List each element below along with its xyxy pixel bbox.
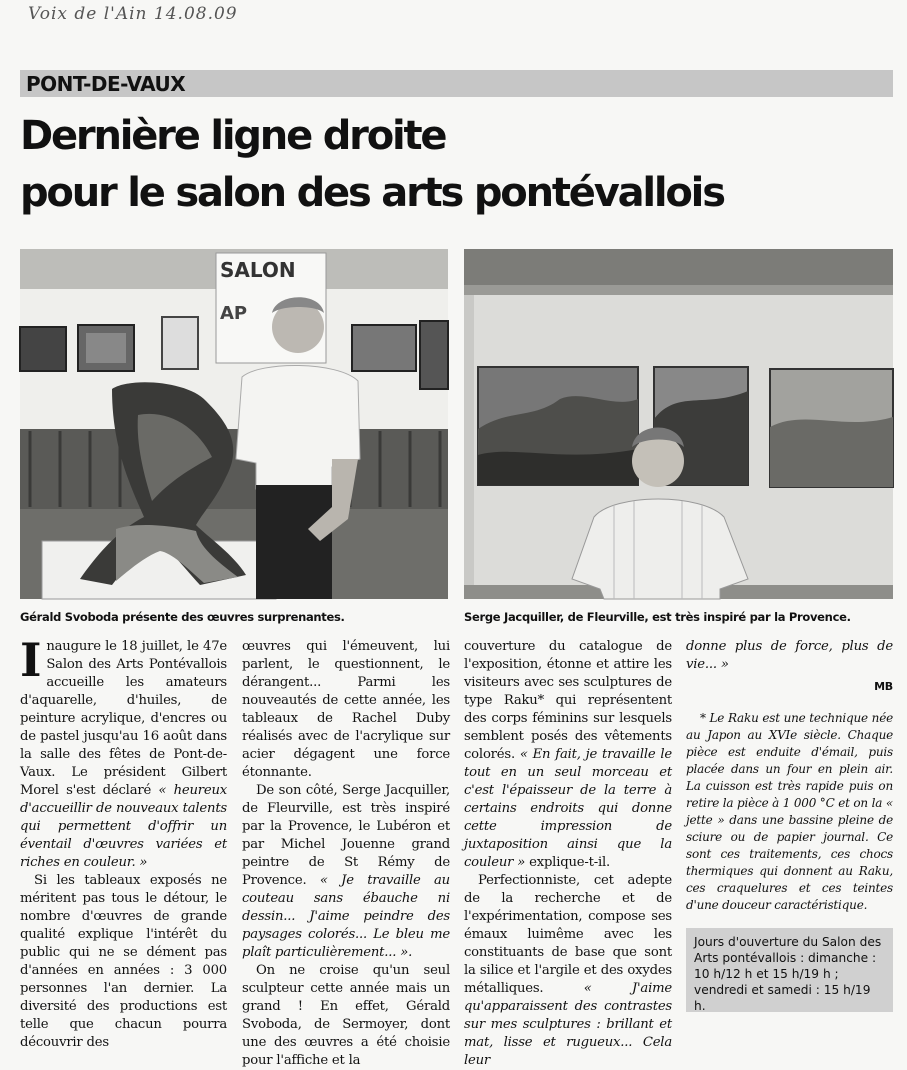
photo-painter-illustration bbox=[464, 249, 893, 599]
handwritten-source-note: Voix de l'Ain 14.08.09 bbox=[28, 4, 238, 24]
article-column-1 bbox=[20, 633, 227, 1052]
article-paragraph bbox=[686, 638, 893, 674]
caption-right: Serge Jacquiller, de Fleurville, est très inspiré par la Provence. bbox=[464, 610, 851, 624]
article-column-4 bbox=[686, 638, 893, 914]
col3-p1-quote: « En fait, je travaille le tout en un seul morceau et c'est l'épaisseur de la terre à certains endroits qui donne cette impression de juxtaposition ainsi que la couleur » bbox=[464, 747, 672, 870]
photo-sculptor-illustration bbox=[20, 249, 448, 599]
opening-hours-text: Jours d'ouverture du Salon des Arts pontévallois : dimanche : 10 h/12 h et 15 h/19 h ; vendredi et samedi : 15 h/19 h. bbox=[694, 935, 882, 1013]
headline-line-1: Dernière ligne droite bbox=[20, 113, 446, 159]
headline bbox=[20, 108, 890, 222]
article-paragraph bbox=[464, 638, 672, 872]
drop-cap: I bbox=[20, 633, 42, 687]
section-kicker: PONT-DE-VAUX bbox=[26, 72, 186, 96]
photo-sculptor bbox=[20, 249, 448, 599]
col2-p1: œuvres qui l'émeuvent, lui parlent, le questionnent, le dérangent... Parmi les nouveautés de cette année, les tableaux de Rachel Duby réalisés avec de l'acrylique sur acier dégagent une force étonnante. bbox=[242, 639, 450, 780]
article-paragraph bbox=[20, 633, 227, 872]
sign-ap-text: AP bbox=[220, 303, 248, 324]
col1-p2: Si les tableaux exposés ne méritent pas tous le détour, le nombre d'œuvres de grande qualité explique l'intérêt du public qui ne se dément pas d'années en années : 3 000 personnes l'an dernier. La diversité des productions est telle que chacun pourra découvrir des bbox=[20, 873, 227, 1050]
sign-salon-text: SALON bbox=[220, 258, 296, 282]
opening-hours-box bbox=[686, 928, 893, 1012]
col1-p1-quote: « heureux d'accueillir de nouveaux talents qui permettent d'offrir un éventail d'œuvres variées et riches en couleur. » bbox=[20, 783, 227, 870]
raku-footnote: * Le Raku est une technique née au Japon au XVIe siècle. Chaque pièce est enduite d'émail, puis placée dans un four en plein air. La cuisson est très rapide puis on retire la pièce à 1 000 °C et on la « jette » dans une bassine pleine de sciure ou de papier journal. Ce sont ces traitements, ces chocs thermiques qui donnent au Raku, ces craquelures et ces teintes d'une douceur caractéristique. bbox=[686, 711, 893, 912]
col3-p1-tail: explique-t-il. bbox=[525, 855, 610, 870]
col2-p3: On ne croise qu'un seul sculpteur cette année mais un grand ! En effet, Gérald Svoboda, de Sermoyer, dont une des œuvres a été choisie pour l'affiche et la bbox=[242, 963, 450, 1068]
col3-p2-quote: « J'aime qu'apparaissent des contrastes sur mes sculptures : brillant et mat, lisse et rugueux... Cela leur bbox=[464, 981, 673, 1068]
col2-p2-quote: « Je travaille au couteau sans ébauche ni dessin... J'aime peindre des paysages colorés... Le bleu me plaît particulièrement... ». bbox=[242, 873, 450, 960]
col3-p2-lead: Perfectionniste, cet adepte de la recherche et de l'expérimentation, compose ses émaux luimême avec les constituants de base que sont la silice et l'argile et des oxydes métalliques. bbox=[464, 873, 672, 996]
article-paragraph bbox=[464, 872, 672, 1070]
photo-painter bbox=[464, 249, 893, 599]
col3-p1: couverture du catalogue de l'exposition, étonne et attire les visiteurs avec ses sculptures de type Raku* qui représentent des corps féminins sur lesquels semblent posés des vêtements colorés. bbox=[464, 639, 672, 762]
headline-line-2: pour le salon des arts pontévallois bbox=[20, 170, 724, 216]
col1-p1-lead: naugure le 18 juillet, le 47e Salon des Arts Pontévallois accueille les amateurs d'aquarelle, d'huiles, de peinture acrylique, d'encres ou de pastel jusqu'au 16 août dans la salle des fêtes de Pont-de-Vaux. Le président Gilbert Morel s'est déclaré bbox=[20, 639, 227, 798]
article-paragraph bbox=[242, 782, 450, 962]
col2-p2-lead: De son côté, Serge Jacquiller, de Fleurville, est très inspiré par la Provence, le Lubéron et par Michel Jouenne grand peintre de St Rémy de Provence. bbox=[242, 783, 450, 888]
article-column-2 bbox=[242, 638, 450, 1070]
caption-left: Gérald Svoboda présente des œuvres surprenantes. bbox=[20, 610, 345, 624]
col4-p1-quote: donne plus de force, plus de vie... » bbox=[686, 639, 893, 672]
article-column-3 bbox=[464, 638, 672, 1070]
author-signature: MB bbox=[874, 680, 893, 693]
